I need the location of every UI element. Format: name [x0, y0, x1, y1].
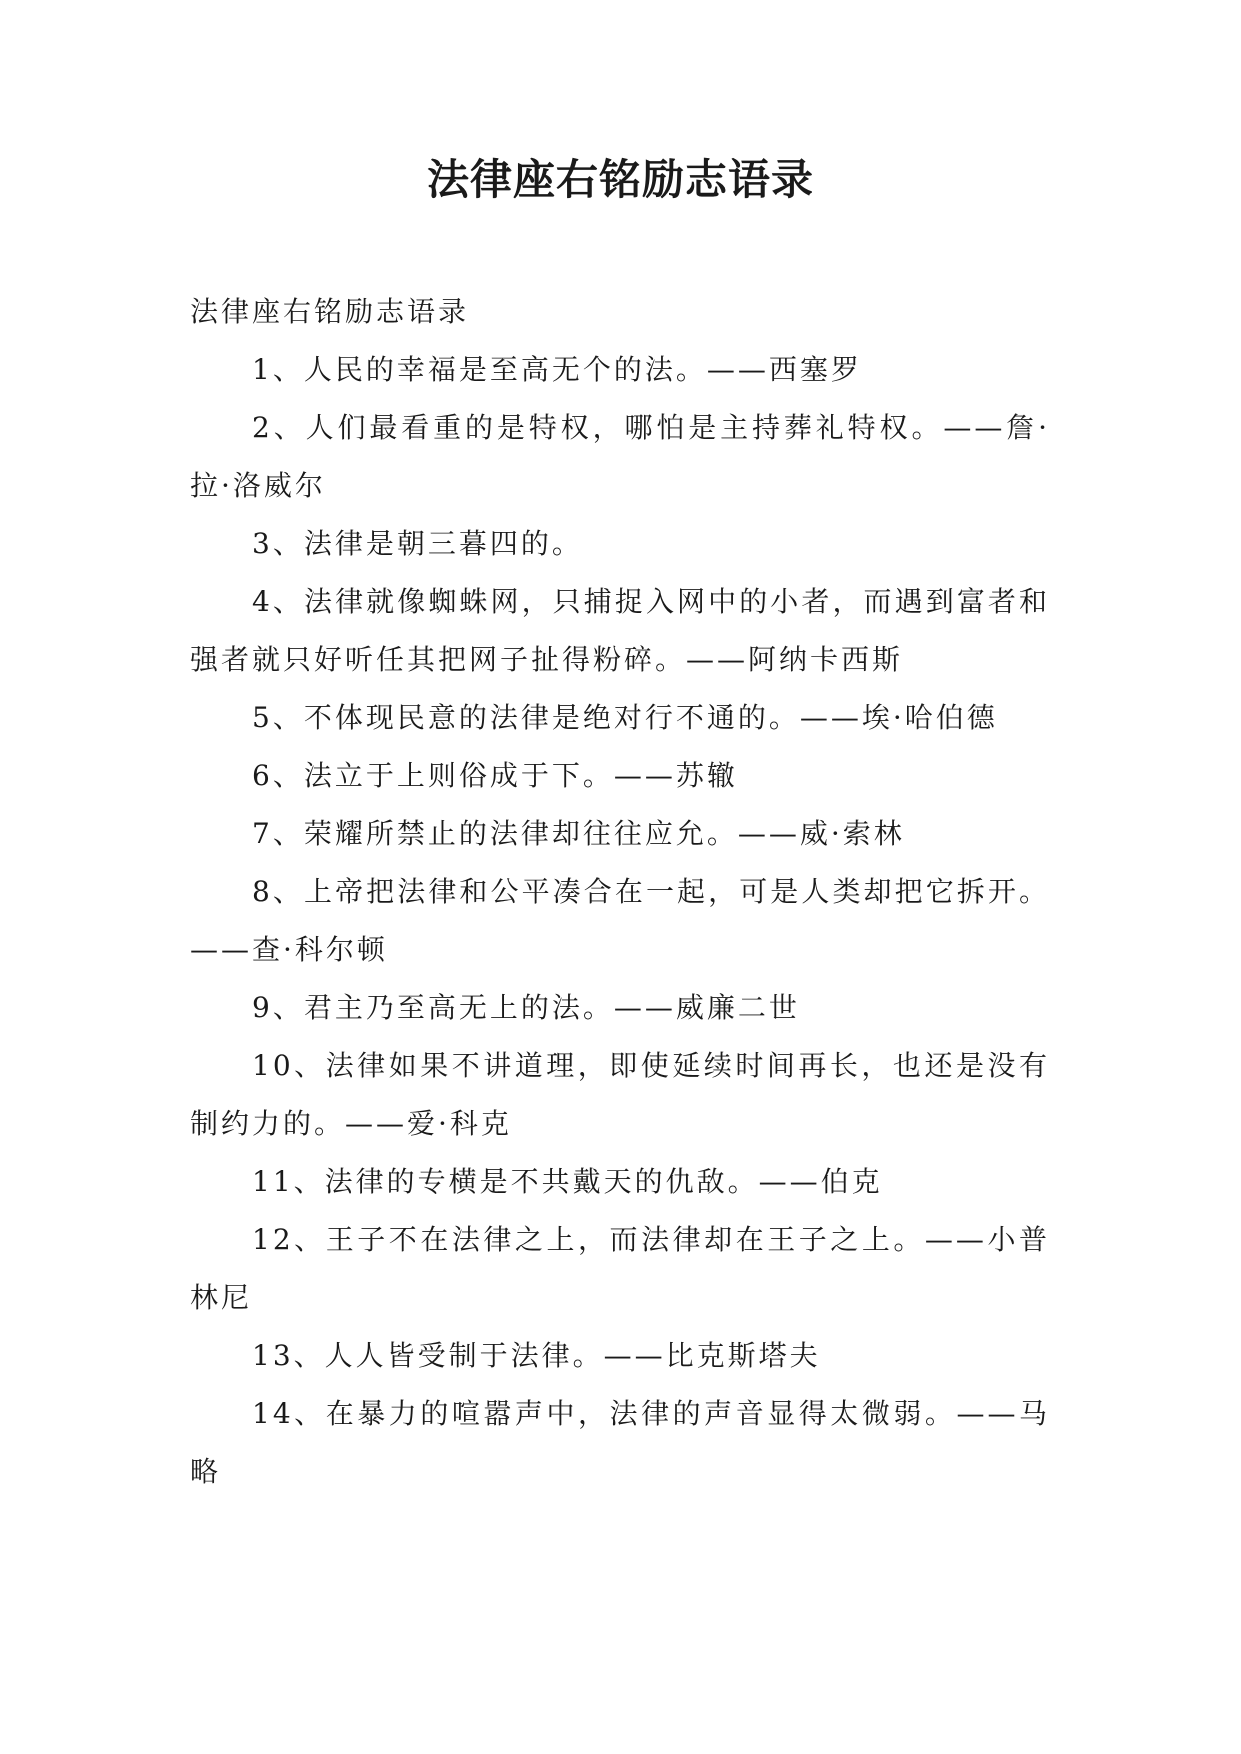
quote-paragraph: 12、王子不在法律之上，而法律却在王子之上。——小普林尼	[190, 1223, 1050, 1314]
quote-paragraph: 3、法律是朝三暮四的。	[252, 527, 583, 560]
quote-paragraph: 1、人民的幸福是至高无个的法。——西塞罗	[252, 353, 862, 386]
quote-paragraph: 14、在暴力的喧嚣声中，法律的声音显得太微弱。——马略	[190, 1397, 1050, 1488]
quote-paragraph: 5、不体现民意的法律是绝对行不通的。——埃·哈伯德	[252, 701, 998, 734]
quote-paragraph: 6、法立于上则俗成于下。——苏辙	[252, 759, 738, 792]
document-title: 法律座右铭励志语录	[426, 155, 814, 204]
quote-paragraph: 13、人人皆受制于法律。——比克斯塔夫	[252, 1339, 821, 1372]
document-body	[190, 283, 1050, 1501]
quote-paragraph: 2、人们最看重的是特权，哪怕是主持葬礼特权。——詹·拉·洛威尔	[190, 411, 1050, 502]
quote-paragraph: 10、法律如果不讲道理，即使延续时间再长，也还是没有制约力的。——爱·科克	[190, 1049, 1050, 1140]
intro-paragraph: 法律座右铭励志语录	[190, 295, 470, 328]
quote-paragraph: 9、君主乃至高无上的法。——威廉二世	[252, 991, 800, 1024]
quote-paragraph: 7、荣耀所禁止的法律却往往应允。——威·索林	[252, 817, 905, 850]
quote-paragraph: 4、法律就像蜘蛛网，只捕捉入网中的小者，而遇到富者和强者就只好听任其把网子扯得粉碎。——阿纳卡西斯	[190, 585, 1050, 676]
quote-paragraph: 11、法律的专横是不共戴天的仇敌。——伯克	[252, 1165, 883, 1198]
quote-paragraph: 8、上帝把法律和公平凑合在一起，可是人类却把它拆开。——查·科尔顿	[190, 875, 1050, 966]
